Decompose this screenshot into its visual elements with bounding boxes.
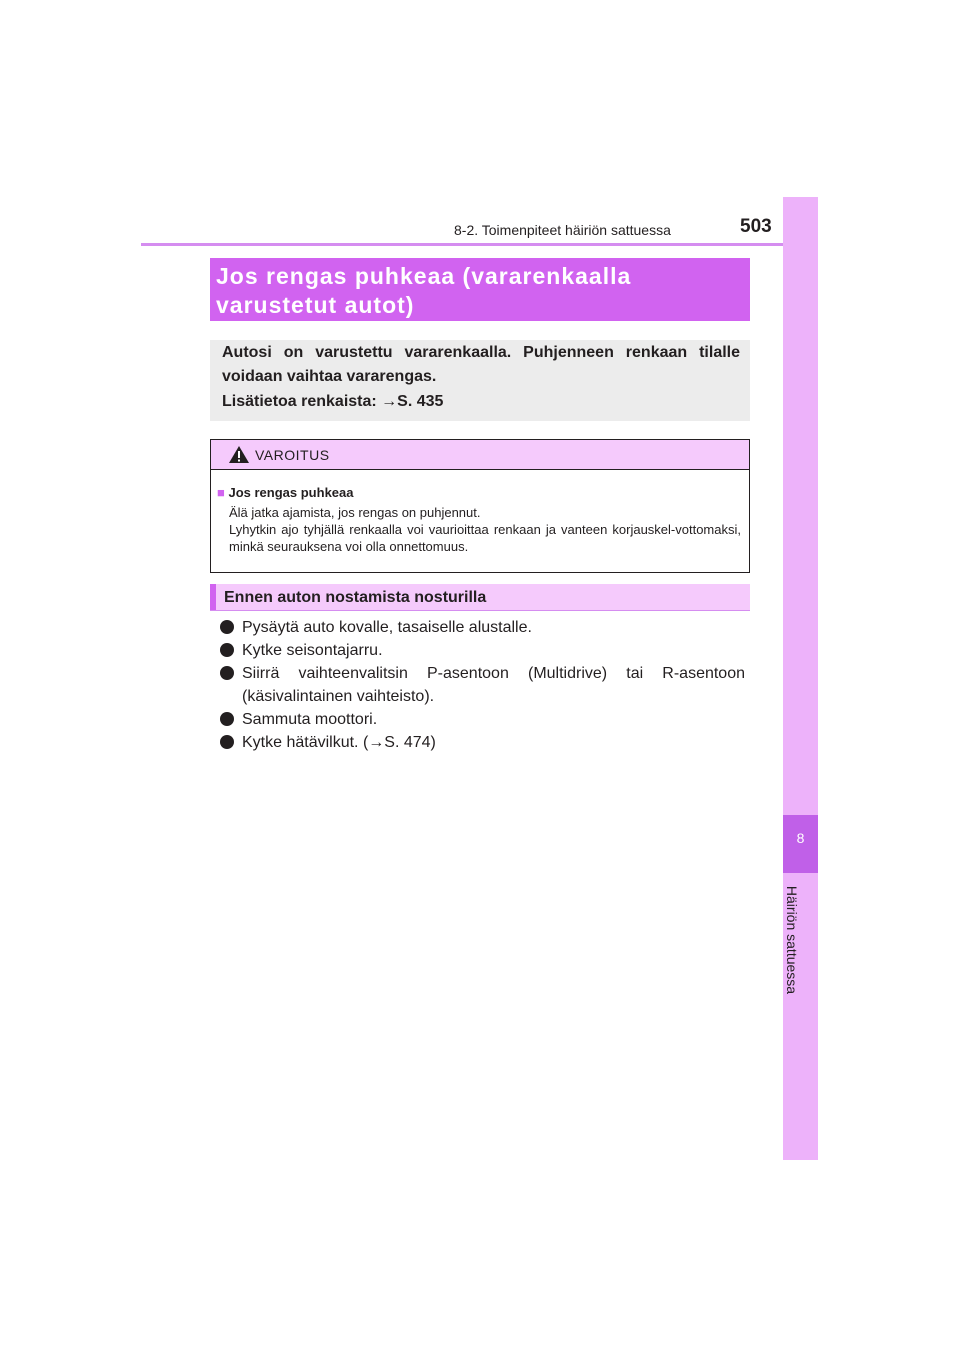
list-item <box>210 616 745 639</box>
info-text: Autosi on varustettu vararenkaalla. Puhjenneen renkaan tilalle voidaan vaihtaa vararengas. <box>222 344 740 385</box>
bullet-dot-icon <box>220 666 234 680</box>
list-item <box>210 731 745 754</box>
page-number: 503 <box>740 216 772 237</box>
warning-label: VAROITUS <box>255 447 330 463</box>
chapter-side-tab <box>783 197 818 1160</box>
warning-box <box>210 439 750 573</box>
warning-subtitle <box>217 485 353 500</box>
section-heading: Ennen auton nostamista nosturilla <box>224 589 487 606</box>
section-heading-accent <box>210 584 216 610</box>
warning-body-line: Lyhytkin ajo tyhjällä renkaalla voi vaurioittaa renkaan ja vanteen korjauskel-vottomaksi, minkä seurauksena voi olla onnettomuus. <box>229 522 741 554</box>
chapter-number: 8 <box>796 830 805 846</box>
chapter-title: Häiriön sattuessa <box>784 885 800 995</box>
warning-triangle-icon <box>228 445 250 464</box>
section-label: 8-2. Toimenpiteet häiriön sattuessa <box>454 222 671 238</box>
warning-body-line: Älä jatka ajamista, jos rengas on puhjennut. <box>229 505 481 520</box>
header-rule <box>141 243 818 246</box>
list-item-text: Kytke seisontajarru. <box>242 642 383 659</box>
bullet-dot-icon <box>220 620 234 634</box>
bullet-dot-icon <box>220 735 234 749</box>
list-item-text: Sammuta moottori. <box>242 711 378 728</box>
warning-subtitle-text: Jos rengas puhkeaa <box>228 485 354 500</box>
square-bullet-icon: ■ <box>217 485 225 500</box>
warning-header <box>211 440 749 470</box>
list-item <box>210 639 745 662</box>
list-item <box>210 708 745 731</box>
bullet-dot-icon <box>220 643 234 657</box>
page-title: Jos rengas puhkeaa (vararenkaalla varustetut autot) <box>216 263 632 318</box>
list-item-text: Pysäytä auto kovalle, tasaiselle alustalle. <box>242 619 532 636</box>
bullet-list <box>210 616 745 754</box>
bullet-dot-icon <box>220 712 234 726</box>
list-item-text: Kytke hätävilkut. (→S. 474) <box>242 734 436 751</box>
info-reference: Lisätietoa renkaista: →S. 435 <box>222 393 444 410</box>
warning-body <box>229 504 741 555</box>
list-item <box>210 662 745 708</box>
list-item-text: Siirrä vaihteenvalitsin P-asentoon (Multidrive) tai R-asentoon (käsivalintainen vaihteisto). <box>242 665 745 705</box>
